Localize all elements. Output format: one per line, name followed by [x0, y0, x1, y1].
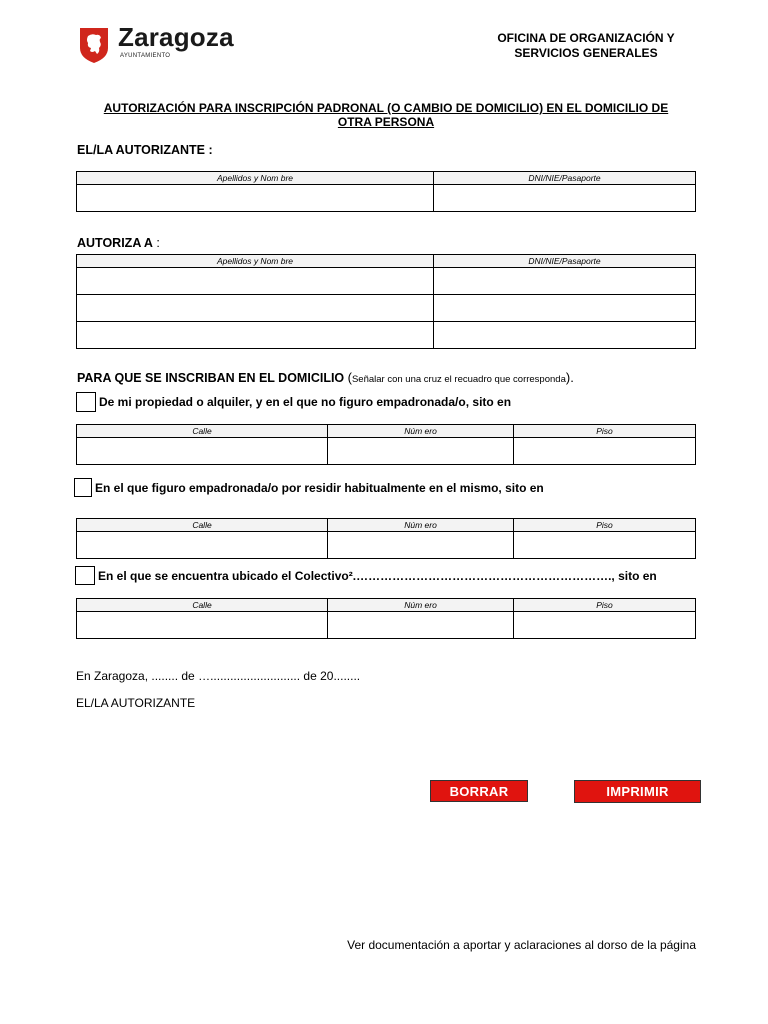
calle-field-2[interactable] — [77, 532, 328, 559]
lion-shield-icon — [78, 26, 110, 64]
office-header — [470, 31, 702, 61]
option-empadronado-row — [74, 478, 544, 497]
autoriza-label — [77, 236, 160, 250]
autorizante-name-header: Apellidos y Nom bre — [77, 172, 434, 185]
office-line-2: SERVICIOS GENERALES — [514, 46, 658, 60]
autoriza-label-text: AUTORIZA A — [77, 236, 153, 250]
autorizante-name-field[interactable] — [77, 185, 434, 212]
address-table-1 — [76, 424, 696, 465]
autoriza-name-field-3[interactable] — [77, 322, 434, 349]
domicilio-hint: Señalar con una cruz el recuadro que corresponda — [351, 374, 566, 385]
calle-field-3[interactable] — [77, 612, 328, 639]
signature-label: EL/LA AUTORIZANTE — [76, 696, 196, 710]
numero-header-1: Núm ero — [328, 425, 514, 438]
domicilio-label-text: PARA QUE SE INSCRIBAN EN EL DOMICILIO — [77, 371, 348, 385]
autoriza-name-field-1[interactable] — [77, 268, 434, 295]
numero-field-3[interactable] — [328, 612, 514, 639]
autoriza-label-colon: : — [152, 236, 160, 250]
address-table-2 — [76, 518, 696, 559]
option-colectivo-checkbox[interactable] — [75, 566, 95, 585]
title-line-2: OTRA PERSONA — [337, 115, 435, 129]
autoriza-id-field-3[interactable] — [434, 322, 696, 349]
autoriza-name-field-2[interactable] — [77, 295, 434, 322]
option-empadronado-checkbox[interactable] — [74, 478, 92, 497]
piso-field-3[interactable] — [514, 612, 696, 639]
calle-header-2: Calle — [77, 519, 328, 532]
autoriza-table — [76, 254, 696, 349]
piso-header-3: Piso — [514, 599, 696, 612]
zaragoza-logo — [78, 22, 258, 66]
domicilio-paren-close: ). — [565, 370, 574, 385]
autorizante-id-field[interactable] — [434, 185, 696, 212]
option-colectivo-row — [75, 566, 657, 585]
calle-header-1: Calle — [77, 425, 328, 438]
document-title — [72, 101, 700, 129]
autoriza-id-header: DNI/NIE/Pasaporte — [434, 255, 696, 268]
piso-field-2[interactable] — [514, 532, 696, 559]
imprimir-button[interactable]: IMPRIMIR — [574, 780, 701, 803]
numero-header-3: Núm ero — [328, 599, 514, 612]
option-colectivo-label: En el que se encuentra ubicado el Colectivo².………………………………………………………., sito en — [98, 568, 657, 583]
option-propiedad-row — [76, 392, 511, 412]
numero-header-2: Núm ero — [328, 519, 514, 532]
domicilio-label — [77, 369, 574, 387]
brand-subtitle: AYUNTAMIENTO — [120, 53, 171, 59]
numero-field-2[interactable] — [328, 532, 514, 559]
address-table-3 — [76, 598, 696, 639]
title-line-1: AUTORIZACIÓN PARA INSCRIPCIÓN PADRONAL (O CAMBIO DE DOMICILIO) EN EL DOMICILIO DE — [103, 101, 669, 115]
borrar-button[interactable]: BORRAR — [430, 780, 528, 802]
autorizante-id-header: DNI/NIE/Pasaporte — [434, 172, 696, 185]
piso-header-2: Piso — [514, 519, 696, 532]
office-line-1: OFICINA DE ORGANIZACIÓN Y — [497, 31, 675, 45]
autoriza-name-header: Apellidos y Nom bre — [77, 255, 434, 268]
autorizante-table — [76, 171, 696, 212]
piso-field-1[interactable] — [514, 438, 696, 465]
calle-field-1[interactable] — [77, 438, 328, 465]
piso-header-1: Piso — [514, 425, 696, 438]
footer-note: Ver documentación a aportar y aclaraciones al dorso de la página — [347, 938, 696, 952]
option-propiedad-label: De mi propiedad o alquiler, y en el que no figuro empadronada/o, sito en — [99, 395, 512, 409]
option-propiedad-checkbox[interactable] — [76, 392, 96, 412]
brand-name: Zaragoza — [118, 22, 234, 52]
date-line[interactable]: En Zaragoza, ........ de …........................... de 20........ — [76, 669, 361, 683]
autorizante-label: EL/LA AUTORIZANTE : — [77, 143, 213, 157]
autoriza-id-field-2[interactable] — [434, 295, 696, 322]
domicilio-paren-open: ( — [347, 370, 352, 385]
option-empadronado-label: En el que figuro empadronada/o por residir habitualmente en el mismo, sito en — [95, 480, 544, 495]
autoriza-id-field-1[interactable] — [434, 268, 696, 295]
calle-header-3: Calle — [77, 599, 328, 612]
numero-field-1[interactable] — [328, 438, 514, 465]
